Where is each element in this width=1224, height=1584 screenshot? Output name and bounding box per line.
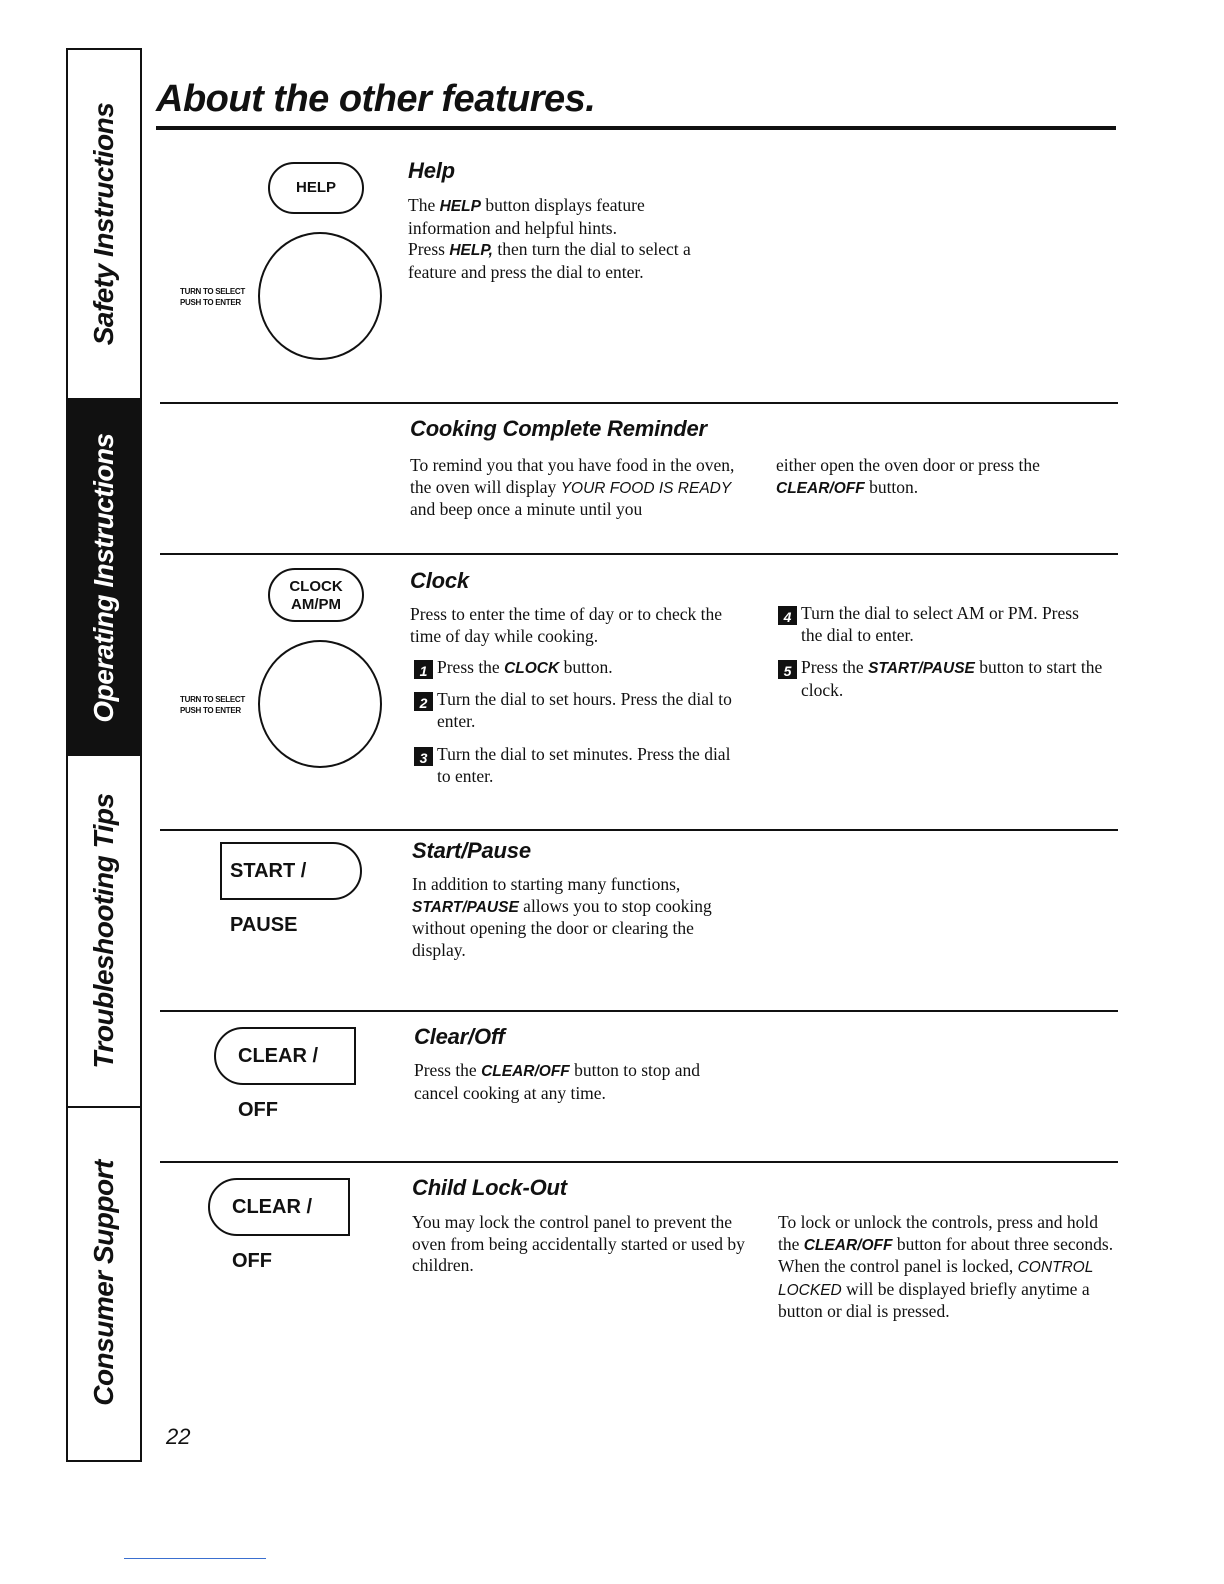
- clock-step-5: 5 Press the START/PAUSE button to start the clock.: [778, 657, 1108, 701]
- child-lock-text-left: You may lock the control panel to prevent the oven from being accidentally started or used by children.: [412, 1212, 745, 1275]
- clock-intro: Press to enter the time of day or to check the time of day while cooking.: [410, 604, 722, 646]
- section-divider: [160, 829, 1118, 831]
- start-pause-button-label: START / PAUSE: [230, 860, 307, 936]
- clock-step-1: 1 Press the CLOCK button.: [414, 657, 744, 680]
- help-button-label: HELP: [295, 179, 336, 196]
- clock-step-3: 3 Turn the dial to set minutes. Press the dial to enter.: [414, 744, 744, 787]
- dial-label-line1: TURN TO SELECT: [180, 287, 245, 296]
- clear-off-button-label: CLEAR / OFF: [238, 1045, 318, 1121]
- child-lock-text-right: To lock or unlock the controls, press and hold the CLEAR/OFF button for about three seconds. When the control panel is locked, CONTROL LOCKED will be displayed briefly anytime a button or dial is pressed.: [778, 1212, 1114, 1321]
- section-divider: [160, 402, 1118, 404]
- clock-step-4: 4 Turn the dial to select AM or PM. Press the dial to enter.: [778, 603, 1088, 646]
- help-button-graphic: [268, 162, 364, 214]
- footer-line: [124, 1558, 266, 1559]
- dial-label: [180, 694, 245, 716]
- tab-label: Operating Instructions: [88, 433, 119, 723]
- help-title: Help: [408, 158, 455, 183]
- clear-off-button-label: CLEAR / OFF: [232, 1196, 312, 1272]
- step-number: 1: [414, 660, 433, 679]
- dial-label-line2: PUSH TO ENTER: [180, 298, 241, 307]
- help-text: The HELP button displays feature information and helpful hints. Press HELP, then turn the dial to select a feature and press the dial to enter.: [408, 195, 691, 282]
- start-pause-text: In addition to starting many functions, START/PAUSE allows you to stop cooking without opening the door or clearing the display.: [412, 874, 712, 960]
- reminder-text-right: either open the oven door or press the CLEAR/OFF button.: [776, 455, 1040, 497]
- clock-title: Clock: [410, 568, 469, 593]
- dial-label: [180, 286, 245, 308]
- tab-label: Consumer Support: [88, 1160, 119, 1406]
- dial-icon: [258, 232, 382, 360]
- tab-consumer-support[interactable]: [68, 1108, 140, 1458]
- tab-safety-instructions[interactable]: [68, 50, 140, 400]
- dial-label-line1: TURN TO SELECT: [180, 695, 245, 704]
- side-tab-column: [66, 48, 142, 1462]
- step-number: 2: [414, 692, 433, 711]
- clear-off-button-graphic: [208, 1178, 350, 1272]
- tab-operating-instructions[interactable]: [68, 400, 140, 756]
- tab-label: Troubleshooting Tips: [88, 793, 119, 1069]
- reminder-text-left: To remind you that you have food in the oven, the oven will display YOUR FOOD IS READY and beep once a minute until you: [410, 455, 735, 519]
- clear-off-text: Press the CLEAR/OFF button to stop and cancel cooking at any time.: [414, 1060, 701, 1103]
- start-pause-button-graphic: [220, 842, 362, 936]
- start-pause-title: Start/Pause: [412, 838, 531, 863]
- clock-button-line1: CLOCK: [289, 578, 343, 595]
- step-number: 3: [414, 747, 433, 766]
- clock-button-line2: AM/PM: [291, 596, 341, 613]
- reminder-title: Cooking Complete Reminder: [410, 416, 707, 441]
- clear-off-button-graphic: [214, 1027, 356, 1121]
- section-divider: [160, 553, 1118, 555]
- clear-off-title: Clear/Off: [414, 1024, 505, 1049]
- tab-label: Safety Instructions: [88, 102, 119, 346]
- clock-step-2: 2 Turn the dial to set hours. Press the dial to enter.: [414, 689, 748, 732]
- page-number: 22: [166, 1424, 191, 1449]
- child-lock-title: Child Lock-Out: [412, 1175, 567, 1200]
- tab-troubleshooting-tips[interactable]: [68, 756, 140, 1108]
- step-number: 4: [778, 606, 797, 625]
- section-divider: [160, 1161, 1118, 1163]
- section-divider: [160, 1010, 1118, 1012]
- step-number: 5: [778, 660, 797, 679]
- clock-button-graphic: [268, 568, 364, 622]
- dial-label-line2: PUSH TO ENTER: [180, 706, 241, 715]
- title-rule: [156, 126, 1116, 130]
- page-title: About the other features.: [156, 78, 596, 120]
- dial-icon: [258, 640, 382, 768]
